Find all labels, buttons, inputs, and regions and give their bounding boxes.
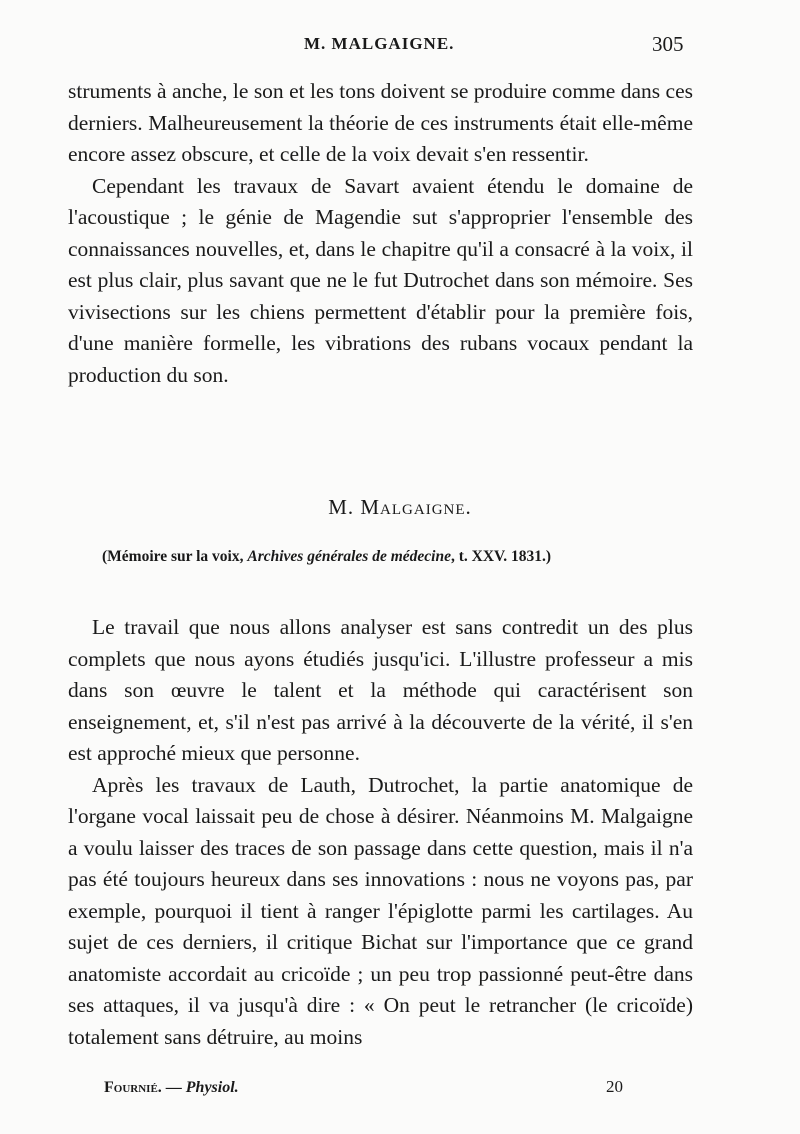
signature-mark: 20 (606, 1077, 623, 1096)
footer-citation (104, 1079, 239, 1097)
section-citation (102, 548, 702, 566)
page-number: 305 (652, 32, 684, 56)
citation-prefix: (Mémoire sur la voix, (102, 548, 248, 565)
paragraph-anatomy: Après les travaux de Lauth, Dutrochet, la partie anatomique de l'organe vocal laissait peu de chose à désirer. Néanmoins M. Malgaigne a voulu laisser des traces de son passage dans cette question, mais il n'a pas été toujours heureux dans ses innovations : nous ne voyons pas, par exemple, pourquoi il tient à ranger l'épiglotte parmi les cartilages. Au sujet de ces derniers, il critique Bichat sur l'importance que ce grand anatomiste accordait au cricoïde ; un peu trop passionné peut-être dans ses attaques, il va jusqu'à dire : « On peut le retrancher (le cricoïde) totalement sans détruire, au moins (68, 772, 693, 1049)
running-head-title: M. MALGAIGNE. (304, 34, 455, 53)
footer-title: Physiol. (185, 1079, 239, 1096)
paragraph-savart-magendie: Cependant les travaux de Savart avaient étendu le domaine de l'acoustique ; le génie de Magendie sut s'approprier l'ensemble des connaissances nouvelles, et, dans le chapitre qu'il a consacré à la voix, il est plus clair, plus savant que ne le fut Dutrochet dans son mémoire. Ses vivisections sur les chiens permettent d'établir pour la première fois, d'une manière formelle, les vibrations des rubans vocaux pendant la production du son. (68, 173, 693, 387)
citation-suffix: , t. XXV. 1831.) (450, 548, 551, 565)
paragraph-analysis-intro: Le travail que nous allons analyser est sans contredit un des plus complets que nous ayons étudiés jusqu'ici. L'illustre professeur a mis dans son œuvre le talent et la méthode qui caractérisent son enseignement, et, s'il n'est pas arrivé à la découverte de la vérité, il s'en est approché mieux que personne. (68, 615, 693, 765)
text-block-bottom (68, 612, 693, 1053)
text-block-top (68, 76, 693, 391)
footer-separator: — (161, 1079, 186, 1096)
citation-journal: Archives générales de médecine (247, 548, 451, 565)
paragraph-continuation: struments à anche, le son et les tons doivent se produire comme dans ces derniers. Malheureusement la théorie de ces instruments était elle-même encore assez obscure, et celle de la voix devait s'en ressentir. (68, 79, 693, 166)
section-heading: M. Malgaigne. (328, 495, 472, 519)
footer-author: Fournié. (104, 1079, 162, 1096)
running-head (0, 34, 800, 60)
page-footer (0, 1077, 800, 1101)
